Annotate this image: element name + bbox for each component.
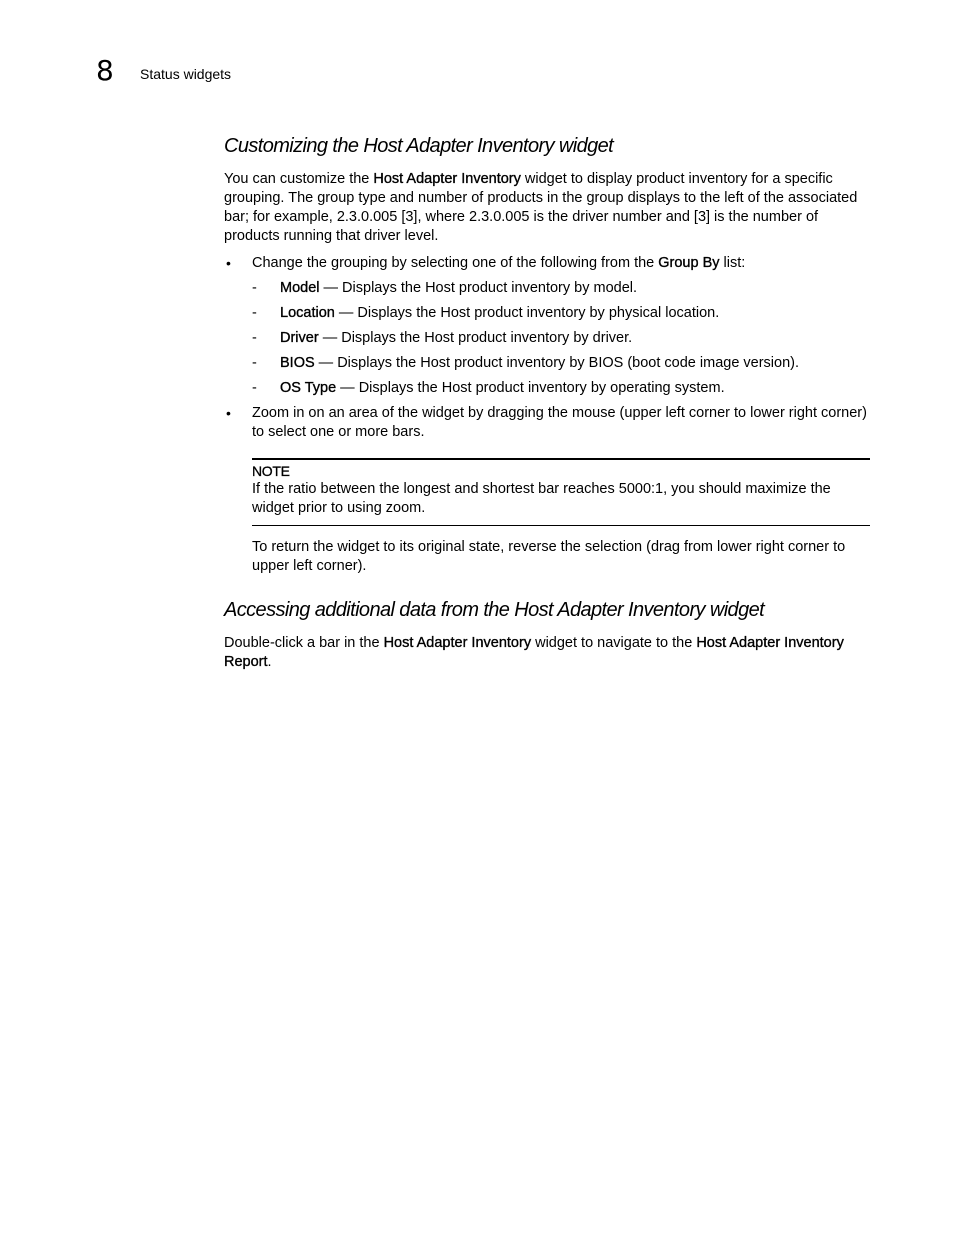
bullet1-text-2: list: — [719, 255, 746, 271]
bullet-dot: • — [226, 255, 231, 271]
access-report-name: Host Adapter Inventory Report — [224, 635, 844, 670]
note-label: NOTE — [252, 463, 290, 479]
bullet-item-zoom — [224, 404, 870, 442]
note-text: If the ratio between the longest and shortest bar reaches 5000:1, you should maximize the widget prior to using zoom. — [252, 481, 831, 516]
option-item-os-type: - OS Type — Displays the Host product inventory by operating system. — [252, 380, 725, 396]
access-text-2: widget to navigate to the — [531, 635, 697, 651]
option-item-driver: - Driver — Displays the Host product inventory by driver. — [252, 330, 633, 346]
bullet1-group-by: Group By — [658, 255, 720, 271]
option-desc: — Displays the Host product inventory by driver. — [318, 330, 633, 346]
bullet-item-grouping — [224, 254, 870, 398]
chapter-number: 8 — [96, 54, 114, 87]
intro-paragraph — [224, 170, 870, 246]
option-name: OS Type — [280, 380, 337, 396]
chapter-title: Status widgets — [140, 66, 232, 82]
option-desc: — Displays the Host product inventory by model. — [319, 280, 638, 296]
option-name: BIOS — [280, 355, 315, 371]
option-desc: — Displays the Host product inventory by operating system. — [336, 380, 725, 396]
option-desc: — Displays the Host product inventory by physical location. — [334, 305, 720, 321]
bullet2-text: Zoom in on an area of the widget by dragging the mouse (upper left corner to lower right corner) to select one or more bars. — [252, 405, 867, 440]
access-text-3: . — [267, 654, 272, 670]
option-item-location: - Location — Displays the Host product inventory by physical location. — [252, 305, 720, 321]
page-content — [224, 132, 870, 672]
option-item-bios: - BIOS — Displays the Host product inventory by BIOS (boot code image version). — [252, 355, 800, 371]
return-paragraph: To return the widget to its original state, reverse the selection (drag from lower right corner to upper left corner). — [252, 539, 846, 574]
option-name: Model — [280, 280, 320, 296]
access-paragraph — [224, 634, 870, 672]
bullet-dot: • — [226, 405, 231, 421]
bullet-list — [224, 254, 870, 442]
section-heading-accessing: Accessing additional data from the Host Adapter Inventory widget — [224, 599, 765, 621]
note-box — [252, 458, 870, 526]
access-widget-name: Host Adapter Inventory — [383, 635, 532, 651]
option-desc: — Displays the Host product inventory by BIOS (boot code image version). — [314, 355, 800, 371]
section-heading-customizing: Customizing the Host Adapter Inventory widget — [224, 135, 614, 157]
access-text-1: Double-click a bar in the — [224, 635, 384, 651]
bullet1-text-1: Change the grouping by selecting one of the following from the — [252, 255, 659, 271]
option-name: Driver — [280, 330, 319, 346]
option-item-model: - Model — Displays the Host product inventory by model. — [252, 280, 638, 296]
intro-text-2: widget to display product inventory for a specific grouping. The group type and number of products in the group displays to the left of the associated bar; for example, 2.3.0.005 [3], where 2.3.0.005 is the driver number and [3] is the number of products running that driver level. — [224, 171, 858, 244]
group-by-options-list — [252, 279, 870, 398]
option-name: Location — [280, 305, 335, 321]
intro-widget-name: Host Adapter Inventory — [373, 171, 521, 187]
intro-text-1: You can customize the — [224, 171, 374, 187]
